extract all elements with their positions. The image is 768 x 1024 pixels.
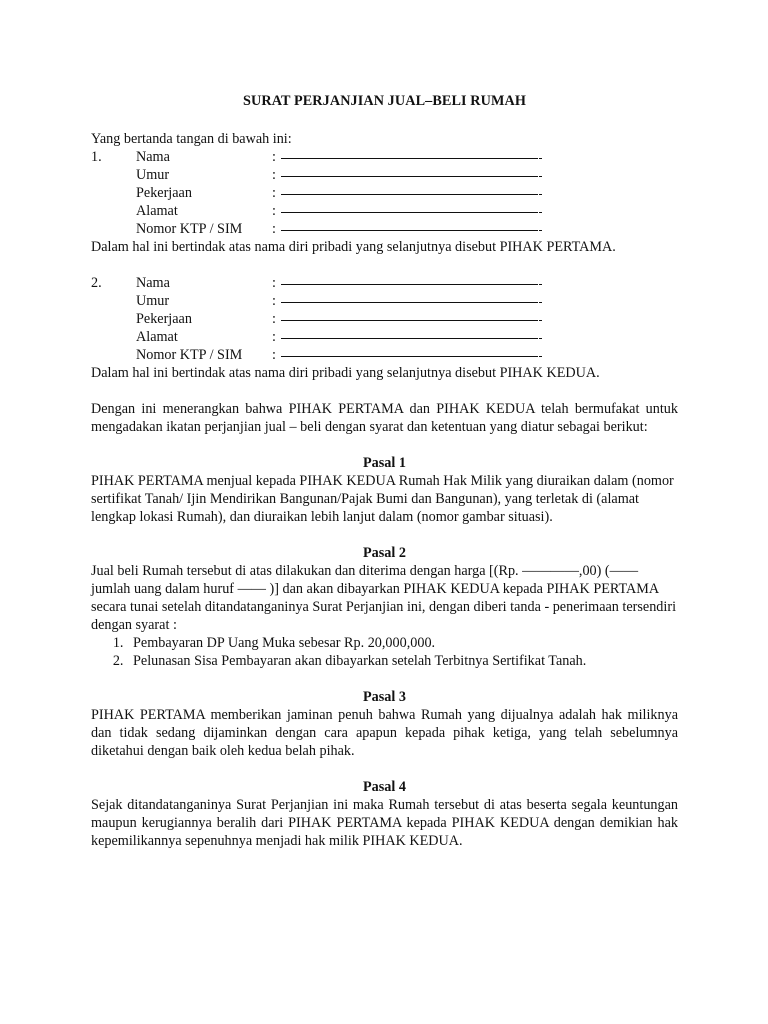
field-label: Nomor KTP / SIM bbox=[136, 347, 243, 363]
document-title: SURAT PERJANJIAN JUAL–BELI RUMAH bbox=[243, 93, 526, 109]
field-separator: : bbox=[272, 203, 276, 219]
party-statement: Dalam hal ini bertindak atas nama diri pribadi yang selanjutnya disebut PIHAK KEDUA. bbox=[91, 365, 600, 381]
blank-line bbox=[280, 292, 542, 310]
party-statement: Dalam hal ini bertindak atas nama diri pribadi yang selanjutnya disebut PIHAK PERTAMA. bbox=[91, 239, 616, 255]
blank-line bbox=[280, 346, 542, 364]
field-label: Pekerjaan bbox=[136, 311, 192, 327]
party-number: 1. bbox=[91, 149, 102, 165]
preamble-text: Dengan ini menerangkan bahwa PIHAK PERTAMA dan PIHAK KEDUA telah bermufakat untuk mengadakan ikatan perjanjian jual – beli dengan syarat dan ketentuan yang diatur sebagai berikut: bbox=[91, 401, 678, 435]
list-item: 1. Pembayaran DP Uang Muka sebesar Rp. 20,000,000. bbox=[127, 634, 678, 652]
pasal-2-text: Jual beli Rumah tersebut di atas dilakukan dan diterima dengan harga [(Rp. ————,00) (—— jumlah uang dalam huruf —— )] dan akan dibayarkan PIHAK KEDUA kepada PIHAK PERTAMA secara tunai setelah ditandatanganinya Surat Perjanjian ini, dengan diberi tanda - penerimaan tersendiri dengan syarat : bbox=[91, 563, 677, 633]
blank-line bbox=[280, 148, 542, 166]
party-number: 2. bbox=[91, 275, 102, 291]
field-label: Nomor KTP / SIM bbox=[136, 221, 243, 237]
blank-line bbox=[280, 310, 542, 328]
pasal-1-title: Pasal 1 bbox=[363, 455, 406, 471]
field-row bbox=[91, 148, 678, 166]
field-row bbox=[91, 328, 678, 346]
field-row bbox=[91, 184, 678, 202]
pasal-4-title: Pasal 4 bbox=[363, 779, 406, 795]
field-row bbox=[91, 166, 678, 184]
field-label: Nama bbox=[136, 275, 170, 291]
blank-line bbox=[280, 166, 542, 184]
field-row bbox=[91, 346, 678, 364]
field-separator: : bbox=[272, 347, 276, 363]
field-label: Alamat bbox=[136, 329, 178, 345]
field-separator: : bbox=[272, 329, 276, 345]
party-two-block bbox=[91, 274, 678, 382]
pasal-1-text: PIHAK PERTAMA menjual kepada PIHAK KEDUA Rumah Hak Milik yang diuraikan dalam (nomor sertifikat Tanah/ Ijin Mendirikan Bangunan/Pajak Bumi dan Bangunan), yang terletak di (alamat lengkap lokasi Rumah), dan diuraikan lebih lanjut dalam (nomor gambar situasi). bbox=[91, 473, 674, 525]
conditions-list bbox=[91, 634, 678, 670]
field-row bbox=[91, 292, 678, 310]
list-item: 2. Pelunasan Sisa Pembayaran akan dibayarkan setelah Terbitnya Sertifikat Tanah. bbox=[127, 652, 678, 670]
field-separator: : bbox=[272, 293, 276, 309]
field-separator: : bbox=[272, 311, 276, 327]
field-label: Alamat bbox=[136, 203, 178, 219]
field-separator: : bbox=[272, 221, 276, 237]
blank-line bbox=[280, 202, 542, 220]
field-label: Umur bbox=[136, 293, 170, 309]
field-label: Pekerjaan bbox=[136, 185, 192, 201]
field-row bbox=[91, 310, 678, 328]
field-separator: : bbox=[272, 275, 276, 291]
pasal-4-text: Sejak ditandatanganinya Surat Perjanjian ini maka Rumah tersebut di atas beserta segala keuntungan maupun kerugiannya beralih dari PIHAK PERTAMA kepada PIHAK KEDUA dengan demikian hak kepemilikannya sepenuhnya menjadi hak milik PIHAK KEDUA. bbox=[91, 797, 678, 849]
field-row bbox=[91, 202, 678, 220]
pasal-3-title: Pasal 3 bbox=[363, 689, 406, 705]
blank-line bbox=[280, 274, 542, 292]
field-separator: : bbox=[272, 167, 276, 183]
intro-text: Yang bertanda tangan di bawah ini: bbox=[91, 131, 292, 147]
field-row bbox=[91, 274, 678, 292]
field-label: Umur bbox=[136, 167, 170, 183]
pasal-3-text: PIHAK PERTAMA memberikan jaminan penuh bahwa Rumah yang dijualnya adalah hak miliknya dan tidak sedang dijaminkan dengan cara apapun kepada pihak ketiga, yang telah sebelumnya diketahui dengan baik oleh kedua belah pihak. bbox=[91, 707, 678, 759]
party-one-block bbox=[91, 148, 678, 256]
field-row bbox=[91, 220, 678, 238]
blank-line bbox=[280, 184, 542, 202]
field-separator: : bbox=[272, 185, 276, 201]
pasal-2-title: Pasal 2 bbox=[363, 545, 406, 561]
field-label: Nama bbox=[136, 149, 170, 165]
field-separator: : bbox=[272, 149, 276, 165]
blank-line bbox=[280, 328, 542, 346]
blank-line bbox=[280, 220, 542, 238]
document-page bbox=[91, 92, 678, 850]
